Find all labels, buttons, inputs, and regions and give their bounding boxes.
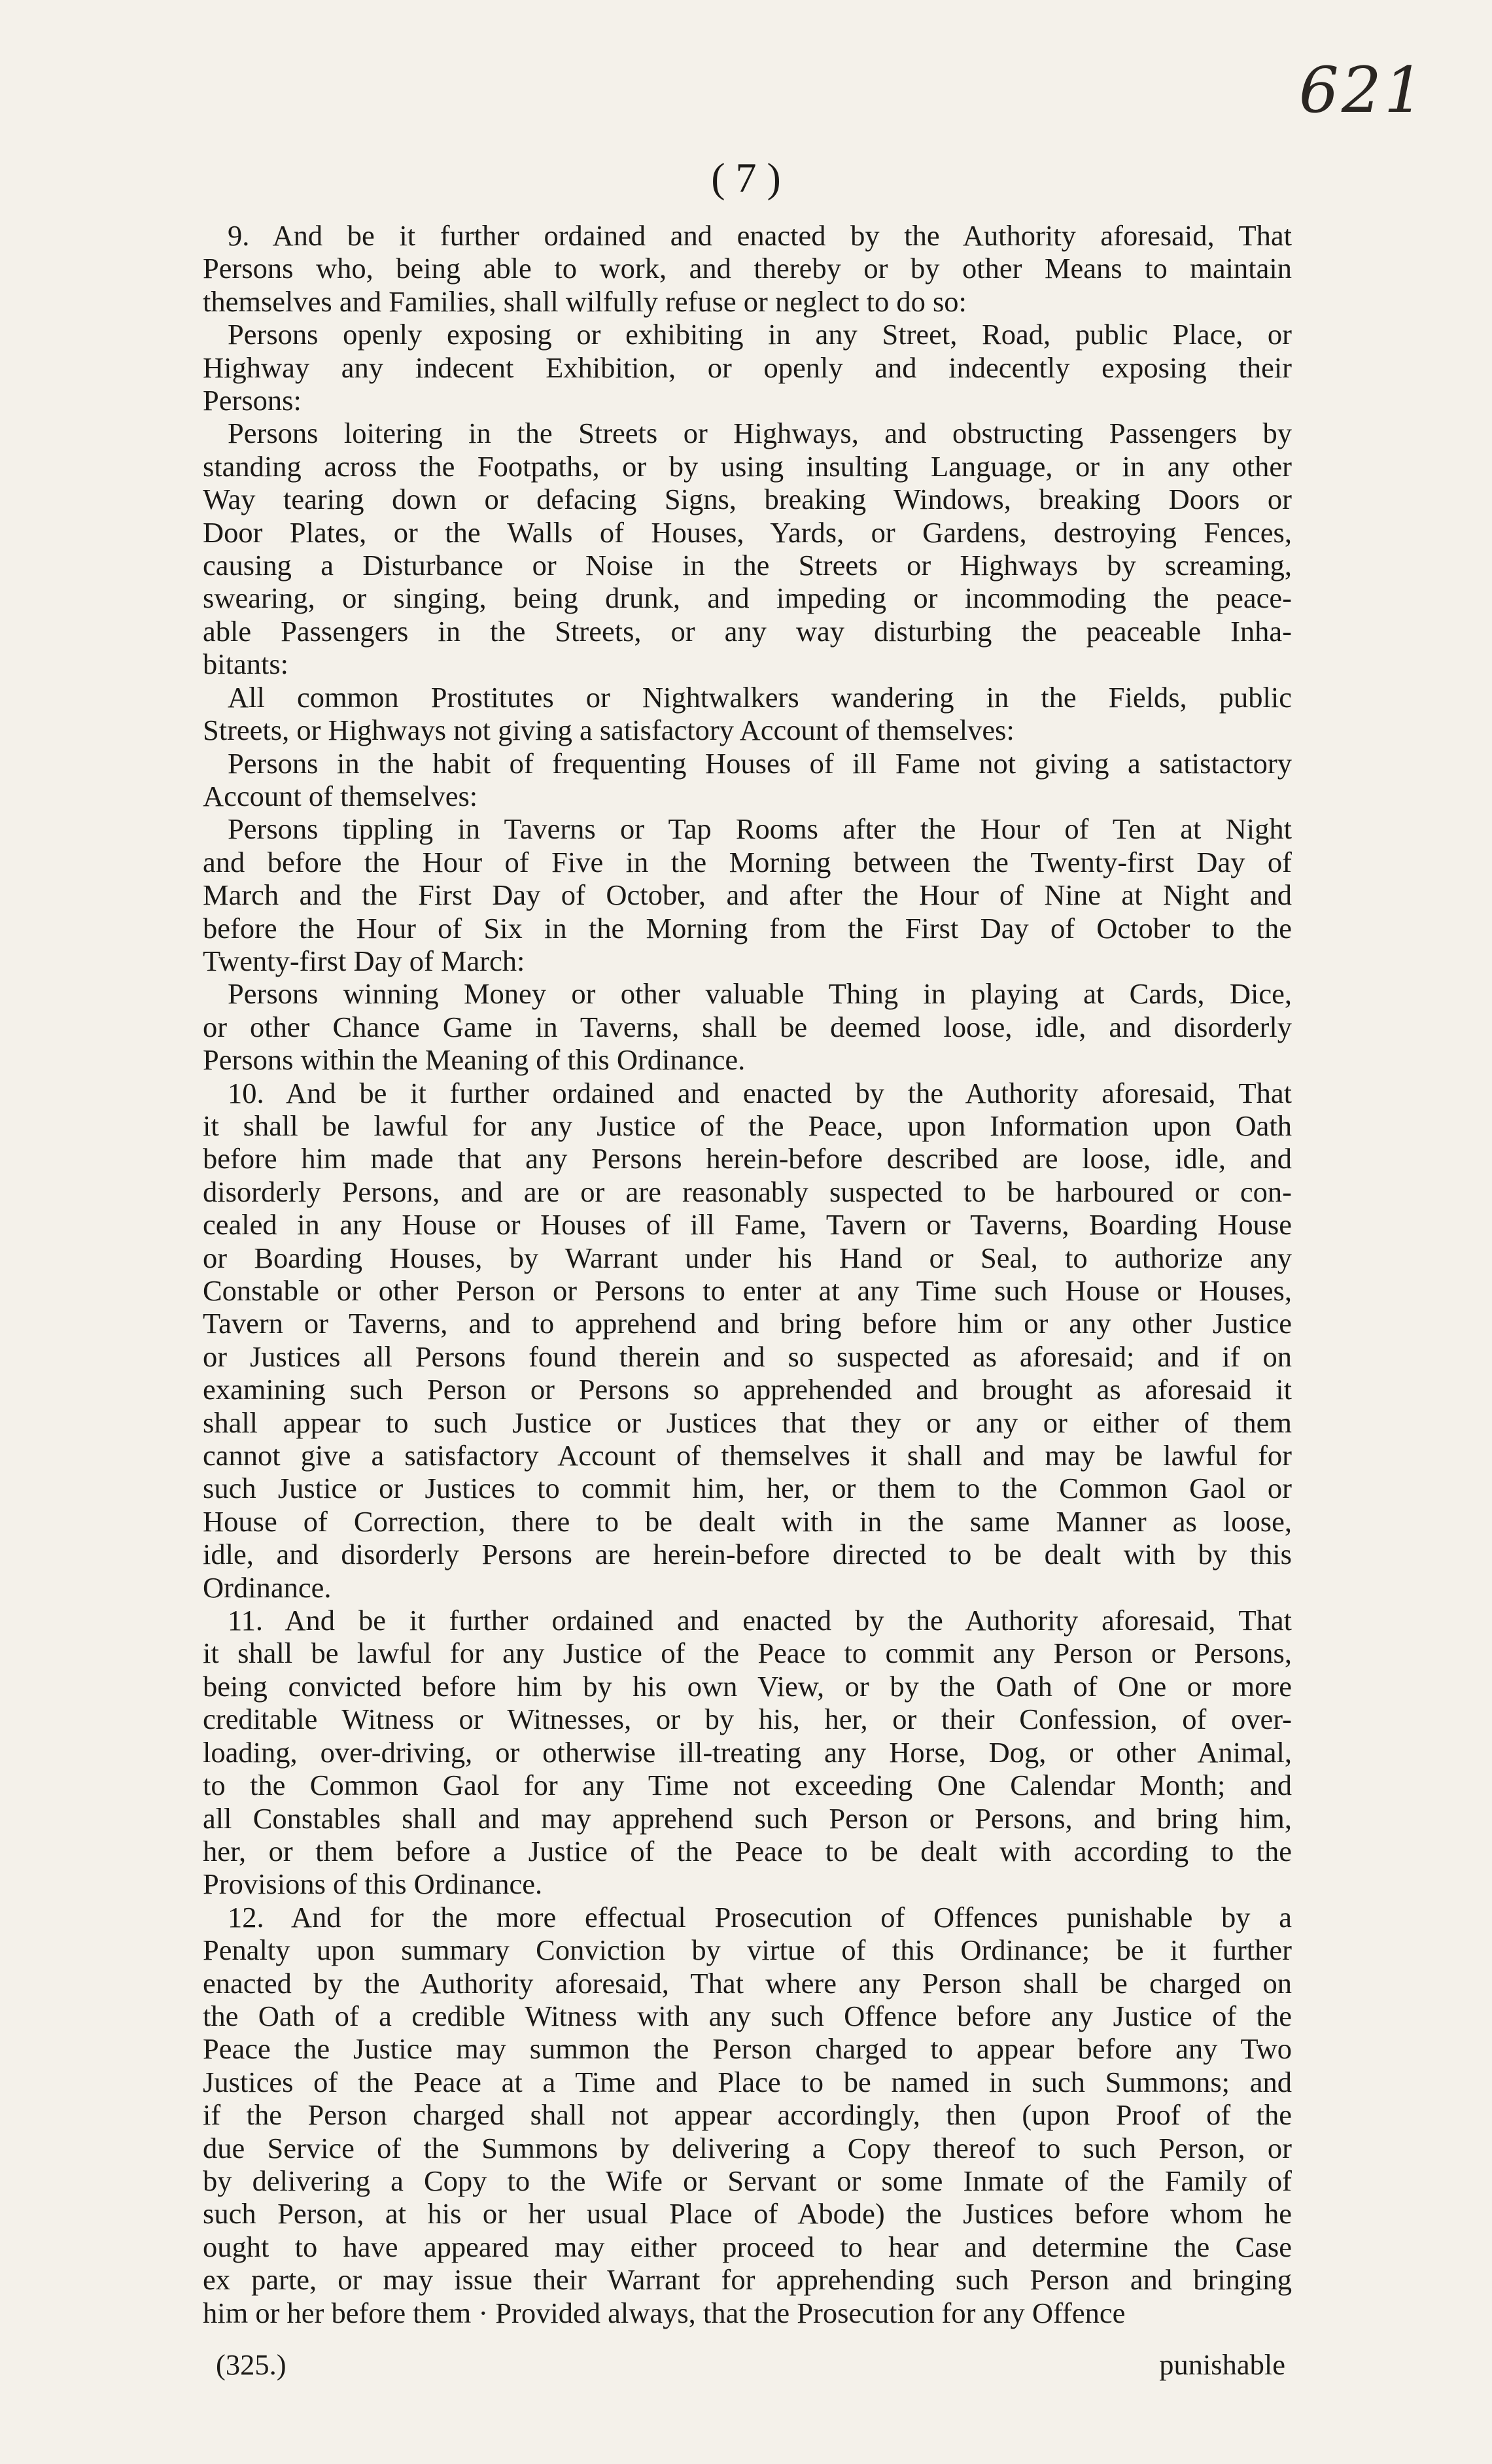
text-line: Justices of the Peace at a Time and Place to be named in such Summons; and (203, 2065, 1292, 2098)
text-line: 12. And for the more effectual Prosecution of Offences punishable by a (228, 1900, 1292, 1934)
text-line: 10. And be it further ordained and enacted by the Authority aforesaid, That (228, 1076, 1292, 1109)
text-line: Ordinance. (203, 1570, 332, 1604)
text-line: before him made that any Persons herein-before described are loose, idle, and (203, 1142, 1292, 1175)
text-line: March and the First Day of October, and after the Hour of Nine at Night and (203, 878, 1292, 912)
text-line: examining such Person or Persons so apprehended and brought as aforesaid it (203, 1373, 1292, 1406)
ordinance-body-text (203, 219, 1292, 2329)
text-line: Penalty upon summary Conviction by virtue of this Ordinance; be it further (203, 1934, 1292, 1967)
text-line: standing across the Footpaths, or by using insulting Language, or in any other (203, 449, 1292, 483)
catchword: punishable (1159, 2348, 1285, 2381)
text-line: cealed in any House or Houses of ill Fame, Tavern or Taverns, Boarding House (203, 1208, 1292, 1241)
page-number: ( 7 ) (711, 154, 781, 201)
text-line: the Oath of a credible Witness with any such Offence before any Justice of the (203, 1999, 1292, 2032)
text-line: if the Person charged shall not appear accordingly, then (upon Proof of the (203, 2098, 1292, 2132)
paragraph (203, 681, 1292, 747)
text-line: all Constables shall and may apprehend such Person or Persons, and bring him, (203, 1801, 1292, 1835)
text-line: Constable or other Person or Persons to enter at any Time such House or Houses, (203, 1274, 1292, 1307)
text-line: Way tearing down or defacing Signs, breaking Windows, breaking Doors or (203, 483, 1292, 516)
text-line: 11. And be it further ordained and enacted by the Authority aforesaid, That (228, 1604, 1292, 1637)
text-line: and before the Hour of Five in the Morning between the Twenty-first Day of (203, 845, 1292, 878)
text-line: Streets, or Highways not giving a satisfactory Account of themselves: (203, 714, 1015, 747)
text-line: Persons tippling in Taverns or Tap Rooms after the Hour of Ten at Night (228, 812, 1292, 846)
text-line: causing a Disturbance or Noise in the Streets or Highways by screaming, (203, 549, 1292, 582)
text-line: enacted by the Authority aforesaid, That where any Person shall be charged on (203, 1966, 1292, 2000)
paragraph (203, 318, 1292, 417)
text-line: themselves and Families, shall wilfully refuse or neglect to do so: (203, 285, 967, 318)
text-line: Persons who, being able to work, and thereby or by other Means to maintain (203, 252, 1292, 285)
text-line: by delivering a Copy to the Wife or Servant or some Inmate of the Family of (203, 2164, 1292, 2197)
text-line: such Justice or Justices to commit him, her, or them to the Common Gaol or (203, 1472, 1292, 1505)
paragraph (203, 1077, 1292, 1605)
text-line: All common Prostitutes or Nightwalkers wandering in the Fields, public (228, 680, 1292, 714)
text-line: Peace the Justice may summon the Person charged to appear before any Two (203, 2032, 1292, 2066)
text-line: it shall be lawful for any Justice of the Peace, upon Information upon Oath (203, 1109, 1292, 1142)
text-line: to the Common Gaol for any Time not exceeding One Calendar Month; and (203, 1769, 1292, 1802)
text-line: or other Chance Game in Taverns, shall be deemed loose, idle, and disorderly (203, 1010, 1292, 1043)
text-line: swearing, or singing, being drunk, and impeding or incommoding the peace- (203, 581, 1292, 615)
paragraph (203, 417, 1292, 680)
text-line: it shall be lawful for any Justice of the Peace to commit any Person or Persons, (203, 1637, 1292, 1670)
text-line: Persons openly exposing or exhibiting in any Street, Road, public Place, or (228, 318, 1292, 351)
text-line: due Service of the Summons by delivering a Copy thereof to such Person, or (203, 2131, 1292, 2164)
text-line: Tavern or Taverns, and to apprehend and bring before him or any other Justice (203, 1307, 1292, 1340)
text-line: 9. And be it further ordained and enacted by the Authority aforesaid, That (228, 219, 1292, 252)
text-line: bitants: (203, 648, 289, 681)
text-line: or Justices all Persons found therein and so suspected as aforesaid; and if on (203, 1340, 1292, 1373)
paragraph (203, 747, 1292, 813)
text-line: Twenty-first Day of March: (203, 944, 525, 977)
paragraph (203, 219, 1292, 318)
text-line: Highway any indecent Exhibition, or openly and indecently exposing their (203, 351, 1292, 384)
text-line: ex parte, or may issue their Warrant for apprehending such Person and bringing (203, 2263, 1292, 2297)
text-line: shall appear to such Justice or Justices that they or any or either of them (203, 1406, 1292, 1439)
text-line: him or her before them · Provided always, that the Prosecution for any Offence (203, 2296, 1126, 2329)
text-line: ought to have appeared may either proceed to hear and determine the Case (203, 2230, 1292, 2263)
text-line: idle, and disorderly Persons are herein-before directed to be dealt with by this (203, 1538, 1292, 1571)
text-line: her, or them before a Justice of the Peace to be dealt with according to the (203, 1834, 1292, 1867)
text-line: creditable Witness or Witnesses, or by his, her, or their Confession, of over- (203, 1703, 1292, 1736)
text-line: House of Correction, there to be dealt with in the same Manner as loose, (203, 1504, 1292, 1538)
text-line: or Boarding Houses, by Warrant under his Hand or Seal, to authorize any (203, 1241, 1292, 1274)
text-line: able Passengers in the Streets, or any way disturbing the peaceable Inha- (203, 614, 1292, 648)
text-line: Persons: (203, 384, 302, 417)
text-line: Account of themselves: (203, 779, 478, 812)
paragraph (203, 977, 1292, 1076)
text-line: Door Plates, or the Walls of Houses, Yards, or Gardens, destroying Fences, (203, 515, 1292, 549)
handwritten-folio-number: 621 (1298, 54, 1427, 127)
text-line: Persons winning Money or other valuable Thing in playing at Cards, Dice, (228, 977, 1292, 1011)
text-line: disorderly Persons, and are or are reasonably suspected to be harboured or con- (203, 1175, 1292, 1208)
paragraph (203, 1901, 1292, 2329)
text-line: cannot give a satisfactory Account of themselves it shall and may be lawful for (203, 1439, 1292, 1472)
text-line: loading, over-driving, or otherwise ill-treating any Horse, Dog, or other Animal, (203, 1735, 1292, 1769)
text-line: Provisions of this Ordinance. (203, 1867, 543, 1901)
paragraph (203, 1604, 1292, 1901)
printer-signature-mark: (325.) (216, 2348, 286, 2381)
text-line: Persons in the habit of frequenting Houses of ill Fame not giving a satistactory (228, 746, 1292, 780)
text-line: such Person, at his or her usual Place of Abode) the Justices before whom he (203, 2197, 1292, 2230)
paragraph (203, 812, 1292, 977)
text-line: being convicted before him by his own View, or by the Oath of One or more (203, 1669, 1292, 1703)
text-line: before the Hour of Six in the Morning from the First Day of October to the (203, 911, 1292, 945)
text-line: Persons within the Meaning of this Ordinance. (203, 1043, 746, 1077)
text-line: Persons loitering in the Streets or Highways, and obstructing Passengers by (228, 417, 1292, 450)
page-footer (203, 2348, 1292, 2381)
